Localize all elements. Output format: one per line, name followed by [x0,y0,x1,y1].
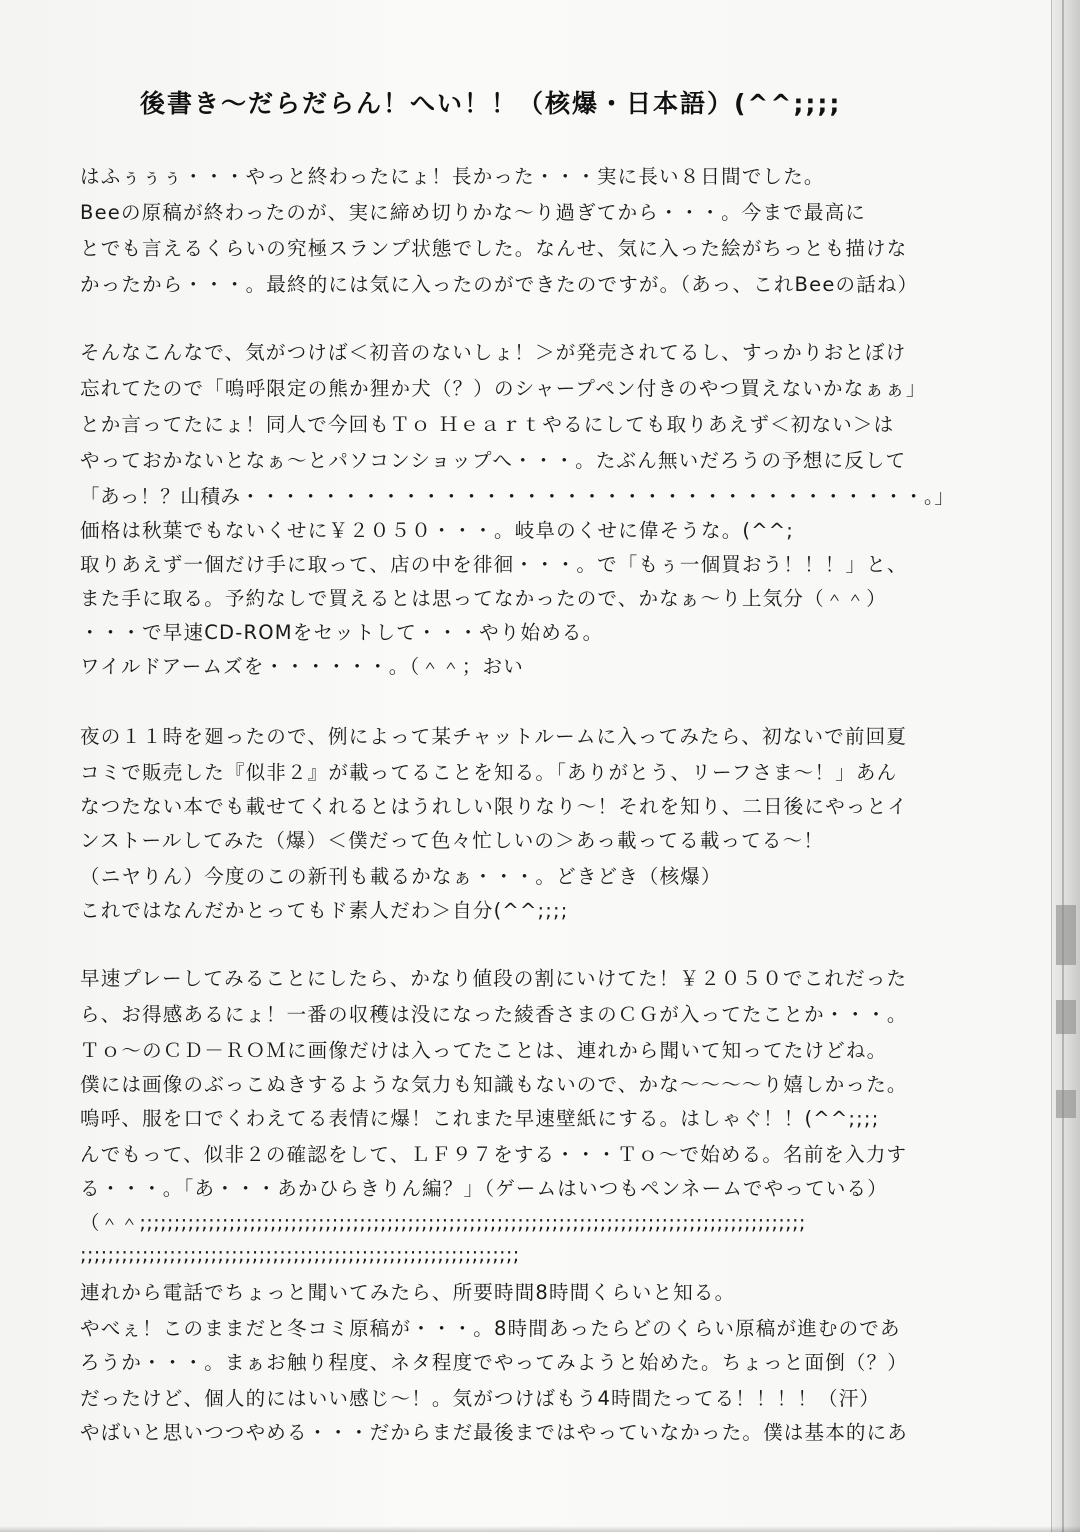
text-line: かったから・・・。最終的には気に入ったのができたのですが。（あっ、これBeeの話ね） [80,273,919,296]
text-line: Beeの原稿が終わったのが、実に締め切りかな～り過ぎてから・・・。今まで最高に [80,201,866,224]
text-line: やっておかないとなぁ～とパソコンショップへ・・・。たぶん無いだろうの予想に反して [80,449,907,472]
text-line: とでも言えるくらいの究極スランプ状態でした。なんせ、気に入った絵がちっとも描けな [80,237,908,260]
text-line: 「あっ！？山積み・・・・・・・・・・・・・・・・・・・・・・・・・・・・・・・・・・。」 [80,485,955,508]
text-line: とか言ってたにょ！同人で今回もＴｏ Ｈｅａｒｔやるにしても取りあえず＜初ない＞は [80,413,895,436]
text-line: ンストールしてみた（爆）＜僕だって色々忙しいの＞あっ載ってる載ってる～！ [80,829,825,852]
text-line: 価格は秋葉でもないくせに￥２０５０・・・。岐阜のくせに偉そうな。(^^; [80,519,795,542]
text-line: やべぇ！このままだと冬コミ原稿が・・・。8時間あったらどのくらい原稿が進むのであ [80,1317,901,1340]
text-line: 連れから電話でちょっと聞いてみたら、所要時間8時間くらいと知る。 [80,1281,736,1304]
page-bottom-edge [0,1526,1080,1532]
text-line: 取りあえず一個だけ手に取って、店の中を徘徊・・・。で「もぅ一個買おう！！！」と、 [80,553,908,576]
binding-mark [1056,1090,1076,1118]
text-line: だったけど、個人的にはいい感じ～！。気がつけばもう4時間たってる！！！！（汗） [80,1387,881,1410]
binding-mark [1056,905,1076,965]
text-line: 夜の１１時を廻ったので、例によって某チャットルームに入ってみたら、初ないで前回夏 [80,725,908,748]
text-line: はふぅぅぅ・・・やっと終わったにょ！長かった・・・実に長い８日間でした。 [80,165,825,188]
text-line: 僕には画像のぶっこぬきするような気力も知識もないので、かな～～～～り嬉しかった。 [80,1073,908,1096]
text-line: ろうか・・・。まぁお触り程度、ネタ程度でやってみようと始めた。ちょっと面倒（？） [80,1351,909,1374]
text-line: なつたない本でも載せてくれるとはうれしい限りなり～！それを知り、二日後にやっとイ [80,795,909,818]
text-line: （ニヤりん）今度のこの新刊も載るかなぁ・・・。どきどき（核爆） [80,865,722,888]
text-line: 早速プレーしてみることにしたら、かなり値段の割にいけてた！￥２０５０でこれだった [80,967,908,990]
text-line: ・・・で早速CD-ROMをセットして・・・やり始める。 [80,621,604,644]
binding-mark [1056,1000,1076,1034]
text-line: ら、お得感あるにょ！一番の収穫は没になった綾香さまのＣＧが入ってたことか・・・。 [80,1003,908,1026]
text-line: （＾＾;;;;;;;;;;;;;;;;;;;;;;;;;;;;;;;;;;;;;;;;;;;;;;;;;;;;;;;;;;;;;;;;;;;;;;;;;;;;;;;;;;;;;;;;;;;;;;;;; [80,1211,806,1234]
text-line: ;;;;;;;;;;;;;;;;;;;;;;;;;;;;;;;;;;;;;;;;;;;;;;;;;;;;;;;;;;;;;;;; [80,1243,520,1266]
binding-edge [1051,0,1080,1532]
text-line: 嗚呼、服を口でくわえてる表情に爆！これまた早速壁紙にする。はしゃぐ！！(^^;;;; [80,1107,880,1130]
text-line: る・・・。「あ・・・あかひらきりん編？」（ゲームはいつもペンネームでやっている） [80,1177,888,1200]
text-line: やばいと思いつつやめる・・・だからまだ最後まではやっていなかった。僕は基本的にあ [80,1421,909,1444]
text-line: 忘れてたので「嗚呼限定の熊か狸か犬（？）のシャープペン付きのやつ買えないかなぁぁ」 [80,377,927,400]
text-line: ワイルドアームズを・・・・・・。（＾＾；おい [80,655,524,678]
text-line: これではなんだかとってもド素人だわ＞自分(^^;;;; [80,899,569,922]
text-line: そんなこんなで、気がつけば＜初音のないしょ！＞が発売されてるし、すっかりおとぼけ [80,341,907,364]
text-line: また手に取る。予約なしで買えるとは思ってなかったので、かなぁ～り上気分（＾＾） [80,587,887,610]
page-title: 後書き～だらだらん！へい！！（核爆・日本語）(^^;;;; [140,89,842,118]
text-line: Ｔｏ～のＣＤ－ＲＯＭに画像だけは入ってたことは、連れから聞いて知ってたけどね。 [80,1039,888,1062]
text-line: コミで販売した『似非２』が載ってることを知る。「ありがとう、リーフさま～！」あん [80,761,898,784]
text-line: んでもって、似非２の確認をして、ＬＦ９７をする・・・Ｔｏ～で始める。名前を入力す [80,1143,908,1166]
